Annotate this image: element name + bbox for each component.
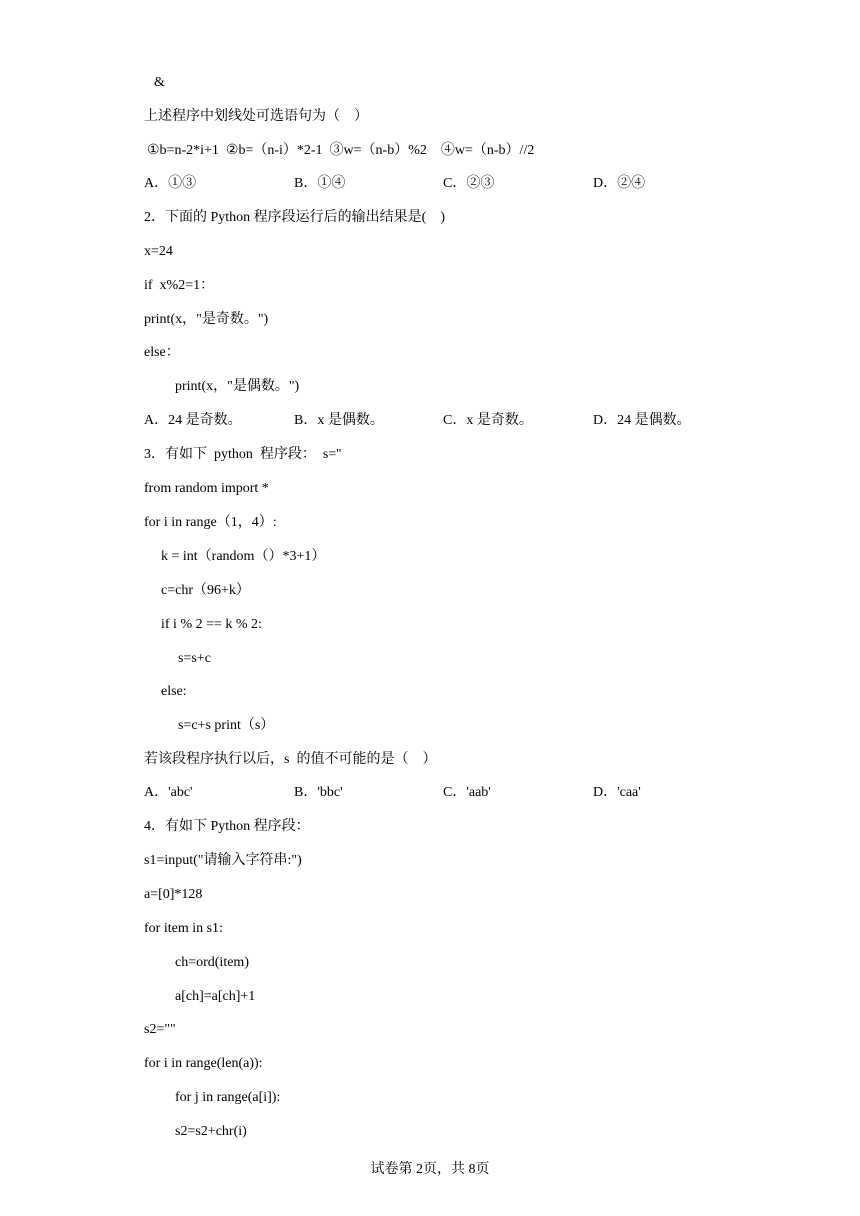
q3-question: 若该段程序执行以后，s 的值不可能的是（ ） bbox=[144, 752, 437, 767]
q3-code-line: c=chr（96+k） bbox=[161, 583, 250, 598]
q3-code-line: if i % 2 == k % 2: bbox=[161, 617, 262, 632]
q3-code-line: from random import * bbox=[144, 481, 269, 496]
page-footer: 试卷第 2页，共 8页 bbox=[370, 1162, 490, 1177]
q2-code-line: x=24 bbox=[144, 244, 173, 259]
q1-statements: ①b=n-2*i+1 ②b=（n-i）*2-1 ③w=（n-b）%2 ④w=（n-b）//2 bbox=[147, 143, 535, 158]
q4-code-line: s1=input("请输入字符串:") bbox=[144, 853, 302, 868]
q3-code-line: s=s+c bbox=[178, 651, 211, 666]
q4-code-line: a=[0]*128 bbox=[144, 887, 203, 902]
q1-option-c: C．②③ bbox=[443, 176, 495, 191]
q4-code-line: for j in range(a[i]): bbox=[175, 1090, 281, 1105]
q4-code-line: a[ch]=a[ch]+1 bbox=[175, 989, 256, 1004]
q1-option-d: D．②④ bbox=[593, 176, 646, 191]
q2-code-line: else： bbox=[144, 345, 180, 360]
q3-title: 3．有如下 python 程序段： s='' bbox=[144, 447, 342, 462]
q4-code-line: s2="" bbox=[144, 1022, 176, 1037]
q3-option-c: C．'aab' bbox=[443, 785, 491, 800]
q4-code-line: for item in s1: bbox=[144, 921, 223, 936]
q3-code-line: for i in range（1，4）: bbox=[144, 515, 277, 530]
q3-option-d: D．'caa' bbox=[593, 785, 641, 800]
q3-option-a: A．'abc' bbox=[144, 785, 193, 800]
q3-option-b: B．'bbc' bbox=[294, 785, 343, 800]
q2-code-line: print(x，"是偶数。") bbox=[175, 379, 300, 394]
ampersand-line: & bbox=[154, 75, 165, 90]
q3-code-line: k = int（random（）*3+1） bbox=[161, 549, 326, 564]
q2-code-line: if x%2=1： bbox=[144, 278, 215, 293]
q2-option-c: C．x 是奇数。 bbox=[443, 413, 533, 428]
q4-code-line: for i in range(len(a)): bbox=[144, 1056, 263, 1071]
q2-option-d: D．24 是偶数。 bbox=[593, 413, 691, 428]
q4-title: 4．有如下 Python 程序段： bbox=[144, 819, 310, 834]
q4-code-line: s2=s2+chr(i) bbox=[175, 1124, 247, 1139]
q2-option-a: A．24 是奇数。 bbox=[144, 413, 242, 428]
q1-prompt: 上述程序中划线处可选语句为（ ） bbox=[144, 109, 368, 124]
q2-code-line: print(x，"是奇数。") bbox=[144, 312, 269, 327]
q1-option-a: A．①③ bbox=[144, 176, 197, 191]
q3-code-line: s=c+s print（s） bbox=[178, 718, 275, 733]
q1-option-b: B．①④ bbox=[294, 176, 346, 191]
q2-option-b: B．x 是偶数。 bbox=[294, 413, 384, 428]
q4-code-line: ch=ord(item) bbox=[175, 955, 249, 970]
q2-title: 2．下面的 Python 程序段运行后的输出结果是( ) bbox=[144, 210, 445, 225]
q3-code-line: else: bbox=[161, 684, 187, 699]
